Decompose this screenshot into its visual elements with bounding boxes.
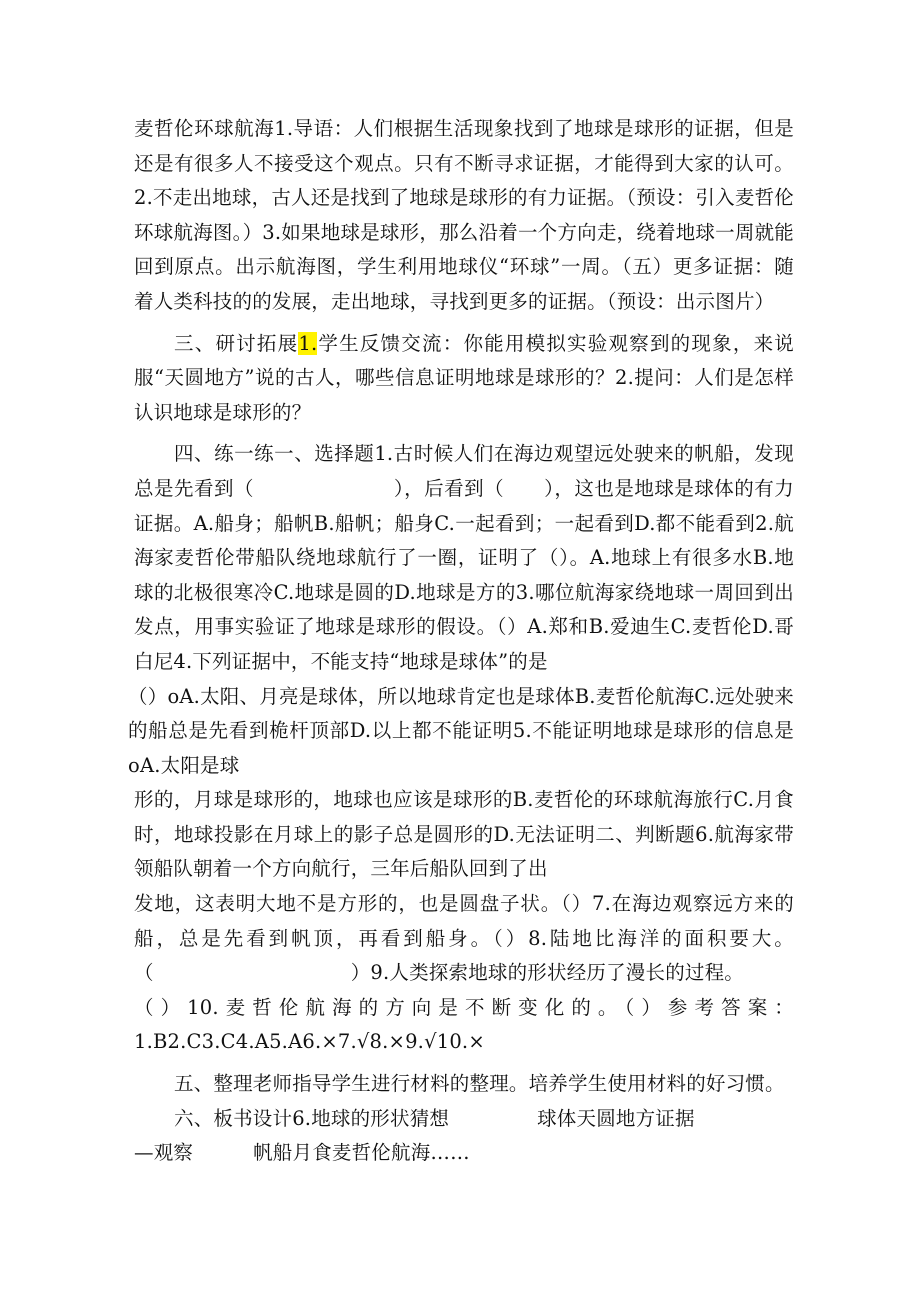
- paragraph-exercise-q5: 形的，月球是球形的，地球也应该是球形的B.麦哲伦的环球航海旅行C.月食时，地球投影在月球上的影子总是圆形的D.无法证明二、判断题6.航海家带领船队朝着一个方向航行，三年后船队回到了出: [134, 788, 794, 881]
- paragraph-judgement: 发地，这表明大地不是方形的，也是圆盘子状。（）7.在海边观察远方来的船，总是先看到帆顶，再看到船身。（）8.陆地比海洋的面积要大。（ ）9.人类探索地球的形状经历了漫长的过程。: [134, 892, 794, 985]
- paragraph-exercise-q4: （）oA.太阳、月亮是球体，所以地球肯定也是球体B.麦哲伦航海C.远处驶来的船总是先看到桅杆顶部D.以上都不能证明5.不能证明地球是球形的信息是oA.太阳是球: [128, 684, 794, 777]
- paragraph-exercises: 四、练一练一、选择题1.古时候人们在海边观望远处驶来的帆船，发现总是先看到（ ），后看到（ ），这也是地球是球体的有力证据。A.船身；船帆B.船帆；船身C.一起看到；一起看到D.都不能看到2.航海家麦哲伦带船队绕地球航行了一圈，证明了（）。A.地球上有很多水B.地球的北极很寒冷C.地球是圆的D.地球是方的3.哪位航海家绕地球一周回到出发点，用事实验证了地球是球形的假设。（）A.郑和B.爱迪生C.麦哲伦D.哥白尼4.下列证据中，不能支持“地球是球体”的是: [134, 442, 794, 673]
- discussion-heading: 三、研讨拓展: [174, 331, 299, 355]
- paragraph-organize: 五、整理老师指导学生进行材料的整理。培养学生使用材料的好习惯。: [174, 1072, 785, 1096]
- highlighted-number: 1.: [298, 331, 318, 355]
- paragraph-magellan: 麦哲伦环球航海1.导语：人们根据生活现象找到了地球是球形的证据，但是还是有很多人不接受这个观点。只有不断寻求证据，才能得到大家的认可。2.不走出地球，古人还是找到了地球是球形的有力证据。（预设：引入麦哲伦环球航海图。）3.如果地球是球形，那么沿着一个方向走，绕着地球一周就能回到原点。出示航海图，学生利用地球仪“环球”一周。（五）更多证据：随着人类科技的的发展，走出地球，寻找到更多的证据。（预设：出示图片）: [134, 117, 794, 313]
- board-observe-label: —观察: [134, 1141, 194, 1165]
- board-design-title: 六、板书设计6.地球的形状猜想: [174, 1106, 450, 1130]
- paragraph-board-design: [134, 1102, 794, 1137]
- board-design-keywords: 球体天圆地方证据: [537, 1106, 695, 1130]
- paragraph-answers: （）10.麦哲伦航海的方向是不断变化的。（）参考答案：1.B2.C3.C4.A5.A6.×7.√8.×9.√10.×: [134, 995, 794, 1054]
- document-body: [128, 112, 794, 1171]
- paragraph-discussion: [134, 327, 794, 431]
- paragraph-board-observe: [134, 1136, 794, 1171]
- discussion-text: 学生反馈交流：你能用模拟实验观察到的现象，来说服“天圆地方”说的古人，哪些信息证明地球是球形的？2.提问：人们是怎样认识地球是球形的？: [134, 331, 794, 424]
- board-observe-items: 帆船月食麦哲伦航海……: [253, 1141, 470, 1165]
